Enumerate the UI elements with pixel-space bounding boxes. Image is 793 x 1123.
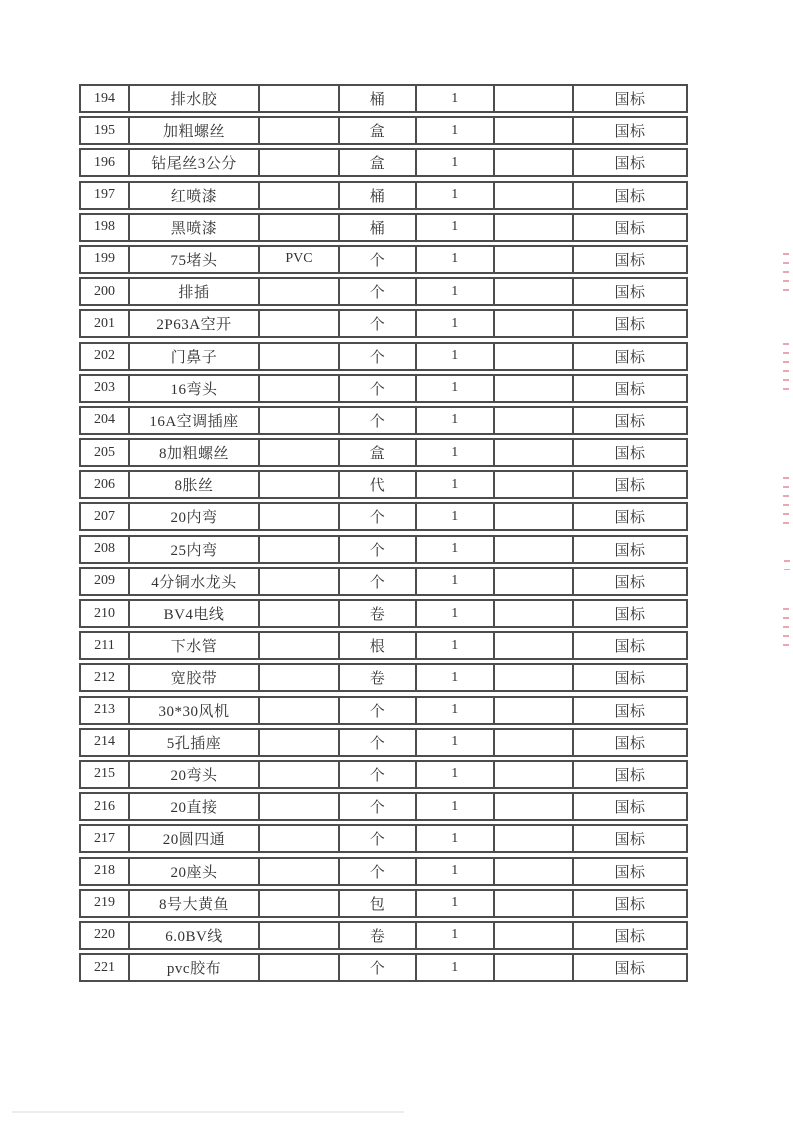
item-unit-cell: 个 [340,569,417,594]
item-unit-cell: 根 [340,633,417,658]
item-unit-cell: 个 [340,247,417,272]
row-serial-number: 215 [81,762,130,787]
row-serial-number: 201 [81,311,130,336]
item-name-cell: BV4电线 [130,601,260,626]
item-name-cell: 门鼻子 [130,344,260,369]
row-serial-number: 197 [81,183,130,208]
table-row [79,728,688,757]
table-row [79,663,688,692]
item-name-cell: 16A空调插座 [130,408,260,433]
item-qty-cell: 1 [417,504,495,529]
item-unit-cell: 包 [340,891,417,916]
row-serial-number: 202 [81,344,130,369]
item-note-cell [495,408,574,433]
item-qty-cell: 1 [417,569,495,594]
row-serial-number: 209 [81,569,130,594]
item-name-cell: 下水管 [130,633,260,658]
item-name-cell: 30*30风机 [130,698,260,723]
item-note-cell [495,730,574,755]
item-spec-cell [260,440,340,465]
table-row [79,374,688,403]
item-unit-cell: 代 [340,472,417,497]
item-note-cell [495,279,574,304]
table-row [79,760,688,789]
item-name-cell: 4分铜水龙头 [130,569,260,594]
item-unit-cell: 桶 [340,183,417,208]
item-spec-cell [260,665,340,690]
table-row [79,277,688,306]
item-qty-cell: 1 [417,183,495,208]
item-spec-cell [260,472,340,497]
item-spec-cell [260,215,340,240]
table-row [79,824,688,853]
item-note-cell [495,826,574,851]
item-note-cell [495,86,574,111]
item-unit-cell: 盒 [340,440,417,465]
item-spec-cell [260,762,340,787]
table-row [79,502,688,531]
item-name-cell: 75堵头 [130,247,260,272]
table-row [79,342,688,371]
table-row [79,406,688,435]
table-row [79,213,688,242]
row-serial-number: 214 [81,730,130,755]
item-note-cell [495,633,574,658]
table-row [79,953,688,982]
item-unit-cell: 个 [340,730,417,755]
item-qty-cell: 1 [417,86,495,111]
item-standard-cell: 国标 [614,928,646,945]
item-unit-cell: 个 [340,762,417,787]
scan-artifact-line [12,1111,404,1113]
item-name-cell: 25内弯 [130,537,260,562]
item-name-cell: 排插 [130,279,260,304]
item-unit-cell: 卷 [340,923,417,948]
item-standard-cell: 国标 [614,92,646,108]
item-unit-cell: 个 [340,376,417,401]
item-qty-cell: 1 [417,826,495,851]
table-row [79,631,688,660]
item-name-cell: 8胀丝 [130,472,260,497]
item-name-cell: 排水胶 [130,86,260,111]
item-spec-cell [260,730,340,755]
row-serial-number: 204 [81,408,130,433]
item-qty-cell: 1 [417,859,495,884]
item-unit-cell: 个 [340,311,417,336]
item-note-cell [495,183,574,208]
item-note-cell [495,569,574,594]
item-standard-cell: 国标 [614,767,646,784]
item-name-cell: 20弯头 [130,762,260,787]
item-unit-cell: 个 [340,859,417,884]
item-spec-cell [260,698,340,723]
table-row [79,470,688,499]
item-name-cell: 红喷漆 [130,183,260,208]
item-standard-cell: 国标 [614,800,646,817]
item-standard-cell: 国标 [614,961,646,978]
item-name-cell: 20内弯 [130,504,260,529]
row-serial-number: 205 [81,440,130,465]
item-qty-cell: 1 [417,311,495,336]
table-row [79,535,688,564]
item-note-cell [495,440,574,465]
item-qty-cell: 1 [417,730,495,755]
item-spec-cell [260,183,340,208]
row-serial-number: 200 [81,279,130,304]
row-serial-number: 210 [81,601,130,626]
item-qty-cell: 1 [417,247,495,272]
item-standard-cell: 国标 [614,349,646,366]
item-qty-cell: 1 [417,762,495,787]
item-unit-cell: 桶 [340,215,417,240]
table-row [79,116,688,145]
item-qty-cell: 1 [417,215,495,240]
item-spec-cell [260,633,340,658]
table-row [79,567,688,596]
item-qty-cell: 1 [417,150,495,175]
item-standard-cell: 国标 [614,124,646,141]
item-spec-cell [260,794,340,819]
item-note-cell [495,859,574,884]
item-spec-cell [260,376,340,401]
item-note-cell [495,955,574,980]
item-standard-cell: 国标 [614,864,646,881]
row-serial-number: 218 [81,859,130,884]
item-spec-cell [260,891,340,916]
item-qty-cell: 1 [417,440,495,465]
table-row [79,696,688,725]
item-name-cell: 钻尾丝3公分 [130,150,260,175]
item-standard-cell: 国标 [614,478,646,495]
item-name-cell: 宽胶带 [130,665,260,690]
item-qty-cell: 1 [417,344,495,369]
item-standard-cell: 国标 [614,607,646,623]
item-unit-cell: 盒 [340,118,417,143]
row-serial-number: 216 [81,794,130,819]
row-serial-number: 194 [81,86,130,111]
row-serial-number: 196 [81,150,130,175]
row-serial-number: 211 [81,633,130,658]
item-unit-cell: 桶 [340,86,417,111]
item-spec-cell [260,311,340,336]
item-unit-cell: 个 [340,504,417,529]
table-row [79,599,688,628]
row-serial-number: 195 [81,118,130,143]
row-serial-number: 208 [81,537,130,562]
item-qty-cell: 1 [417,601,495,626]
item-spec-cell [260,279,340,304]
row-serial-number: 203 [81,376,130,401]
item-unit-cell: 个 [340,794,417,819]
row-serial-number: 206 [81,472,130,497]
item-standard-cell: 国标 [614,510,646,527]
row-serial-number: 213 [81,698,130,723]
item-standard-cell: 国标 [614,220,646,237]
item-standard-cell: 国标 [614,381,646,398]
item-qty-cell: 1 [417,408,495,433]
item-spec-cell [260,569,340,594]
table-row [79,181,688,210]
item-spec-cell [260,859,340,884]
red-pen-edge-mark [783,477,789,525]
item-name-cell: 黑喷漆 [130,215,260,240]
table-row [79,309,688,338]
item-qty-cell: 1 [417,698,495,723]
item-spec-cell [260,923,340,948]
item-note-cell [495,537,574,562]
item-qty-cell: 1 [417,118,495,143]
item-unit-cell: 个 [340,344,417,369]
table-row [79,84,688,113]
item-note-cell [495,376,574,401]
item-note-cell [495,891,574,916]
item-note-cell [495,504,574,529]
item-name-cell: 20座头 [130,859,260,884]
material-list-table [79,84,688,982]
item-unit-cell: 卷 [340,601,417,626]
item-note-cell [495,247,574,272]
item-standard-cell: 国标 [614,671,646,688]
red-pen-edge-mark [783,253,789,298]
item-note-cell [495,665,574,690]
item-qty-cell: 1 [417,279,495,304]
item-unit-cell: 个 [340,537,417,562]
item-unit-cell: 卷 [340,665,417,690]
item-qty-cell: 1 [417,633,495,658]
item-name-cell: 2P63A空开 [130,311,260,336]
item-spec-cell [260,150,340,175]
table-row [79,245,688,274]
item-note-cell [495,794,574,819]
item-name-cell: 20直接 [130,794,260,819]
item-note-cell [495,150,574,175]
item-standard-cell: 国标 [614,542,646,559]
item-qty-cell: 1 [417,376,495,401]
item-spec-cell [260,601,340,626]
item-note-cell [495,762,574,787]
item-standard-cell: 国标 [614,639,646,656]
item-spec-cell [260,826,340,851]
item-spec-cell [260,537,340,562]
item-unit-cell: 个 [340,826,417,851]
item-note-cell [495,698,574,723]
table-row [79,438,688,467]
item-spec-cell [260,408,340,433]
row-serial-number: 221 [81,955,130,980]
item-qty-cell: 1 [417,665,495,690]
row-serial-number: 207 [81,504,130,529]
row-serial-number: 212 [81,665,130,690]
item-note-cell [495,215,574,240]
table-row [79,792,688,821]
item-note-cell [495,118,574,143]
item-note-cell [495,601,574,626]
item-name-cell: 16弯头 [130,376,260,401]
item-name-cell: 8号大黄鱼 [130,891,260,916]
item-standard-cell: 国标 [614,574,646,591]
item-note-cell [495,311,574,336]
item-standard-cell: 国标 [614,317,646,334]
item-note-cell [495,344,574,369]
row-serial-number: 217 [81,826,130,851]
item-name-cell: 加粗螺丝 [130,118,260,143]
red-pen-edge-mark [784,560,790,570]
item-unit-cell: 个 [340,408,417,433]
table-row [79,921,688,950]
item-unit-cell: 盒 [340,150,417,175]
row-serial-number: 199 [81,247,130,272]
item-spec-cell [260,86,340,111]
item-standard-cell: 国标 [614,446,646,463]
red-pen-edge-mark [783,343,789,395]
item-standard-cell: 国标 [614,188,646,205]
item-name-cell: 5孔插座 [130,730,260,755]
row-serial-number: 220 [81,923,130,948]
item-spec-cell: PVC [260,247,340,272]
item-name-cell: 8加粗螺丝 [130,440,260,465]
item-qty-cell: 1 [417,955,495,980]
item-standard-cell: 国标 [614,285,646,302]
item-spec-cell [260,955,340,980]
item-unit-cell: 个 [340,279,417,304]
table-row [79,889,688,918]
item-qty-cell: 1 [417,537,495,562]
item-spec-cell [260,118,340,143]
item-note-cell [495,923,574,948]
table-row [79,857,688,886]
table-row [79,148,688,177]
item-qty-cell: 1 [417,472,495,497]
item-standard-cell: 国标 [614,735,646,752]
red-pen-edge-mark [783,608,789,646]
item-name-cell: 20圆四通 [130,826,260,851]
item-unit-cell: 个 [340,955,417,980]
item-name-cell: pvc胶布 [130,955,260,980]
row-serial-number: 198 [81,215,130,240]
row-serial-number: 219 [81,891,130,916]
item-standard-cell: 国标 [614,252,646,269]
item-qty-cell: 1 [417,891,495,916]
item-standard-cell: 国标 [614,156,646,173]
item-standard-cell: 国标 [614,896,646,913]
item-standard-cell: 国标 [614,703,646,720]
item-note-cell [495,472,574,497]
item-qty-cell: 1 [417,794,495,819]
item-name-cell: 6.0BV线 [130,923,260,948]
item-spec-cell [260,344,340,369]
item-qty-cell: 1 [417,923,495,948]
item-standard-cell: 国标 [614,413,646,430]
item-standard-cell: 国标 [614,832,646,849]
item-spec-cell [260,504,340,529]
item-unit-cell: 个 [340,698,417,723]
